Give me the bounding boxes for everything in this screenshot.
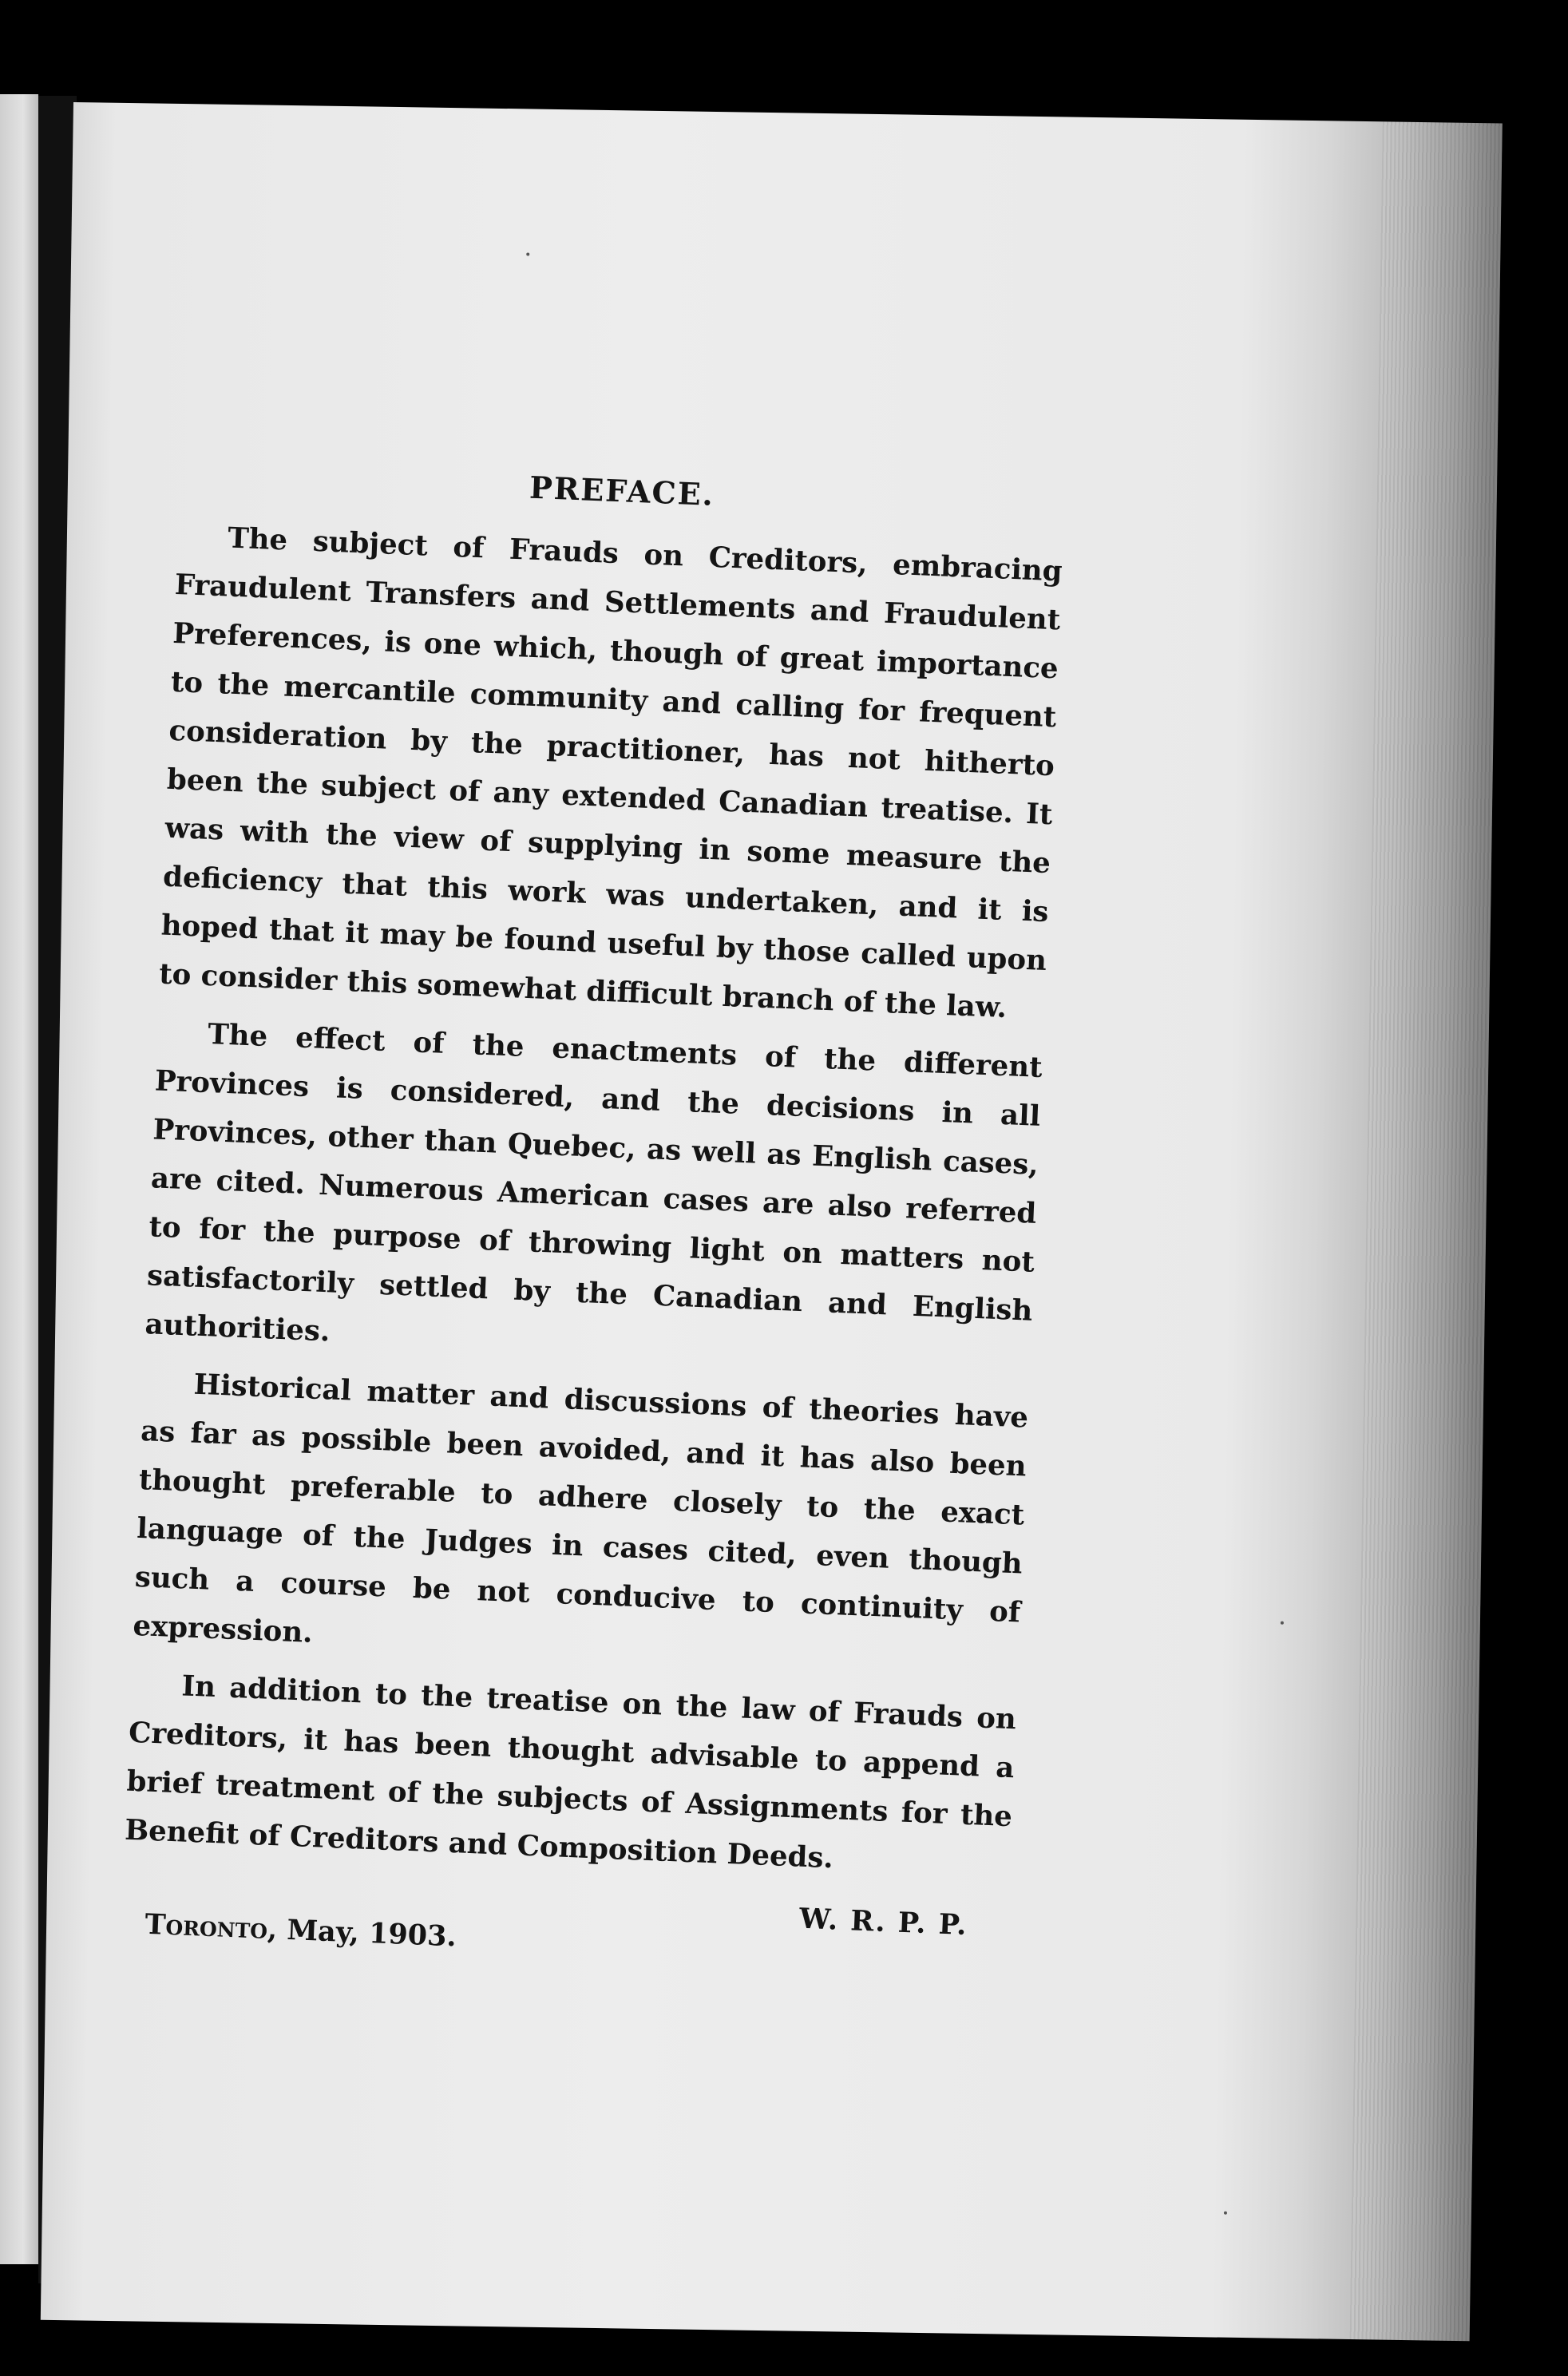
- place: Toronto: [144, 1907, 268, 1946]
- paragraph: The effect of the enactments of the different Provinces is considered, and the decisions in all Provinces, other than Quebec, as well as English cases, are cited. Numerous American cases are also referred to for the purpose of throwing light on matters not satisfactorily settled by the Canadian and English authorities.: [144, 1018, 1043, 1348]
- paper-speck: [526, 252, 529, 255]
- paper-speck: [1224, 2212, 1227, 2215]
- date: , May, 1903.: [267, 1912, 457, 1954]
- paper-speck: [1281, 1622, 1284, 1625]
- page-fore-edge: [1350, 121, 1503, 2341]
- book-page: [41, 102, 1503, 2341]
- place-and-date: [145, 1908, 457, 1954]
- facing-page-edge: [0, 94, 38, 2264]
- paragraph: In addition to the treatise on the law of Frauds on Creditors, it has been thought advisable to append a brief treatment of the subjects of Assignments for the Benefit of Creditors and Composition Deeds.: [124, 1669, 1017, 1875]
- paragraph: The subject of Frauds on Creditors, embracing Fraudulent Transfers and Settlements and Fraudulent Preferences, is one which, though of great importance to the mercantile community and calling for frequent consideration by the practitioner, has not hitherto been the subject of any extended Canadian treatise. It was with the view of supplying in some measure the deficiency that this work was undertaken, and it is hoped that it may be found useful by those called upon to consider this somewhat difficult branch of the law.: [158, 521, 1063, 1025]
- author-initials: W. R. P. P.: [798, 1902, 969, 1942]
- paragraph: Historical matter and discussions of theories have as far as possible been avoided, and it has also been thought preferable to adhere closely to the exact language of the Judges in cases cited, even though such a course be not conducive to continuity of expression.: [132, 1368, 1029, 1649]
- signoff: [120, 1875, 1009, 1998]
- preface-text: [120, 455, 1066, 1998]
- page-title: PREFACE.: [529, 469, 715, 513]
